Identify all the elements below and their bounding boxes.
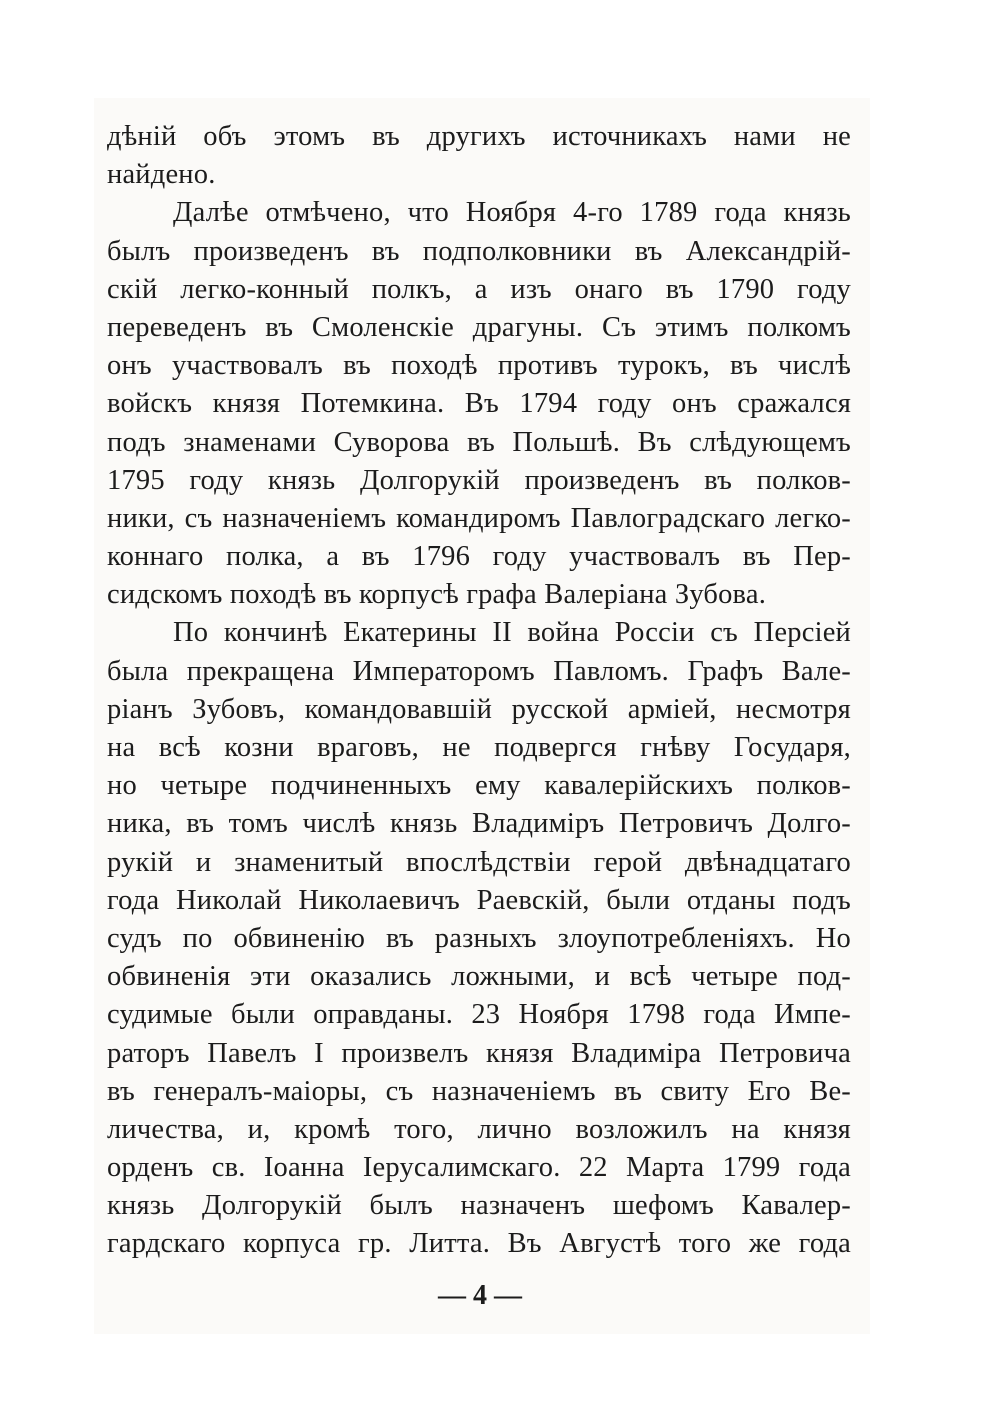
text-line: Далѣе отмѣчено, что Ноября 4-го 1789 года князь <box>173 197 851 229</box>
text-line: сидскомъ походѣ въ корпусѣ графа Валеріана Зубова. <box>107 579 767 611</box>
text-line: онъ участвовалъ въ походѣ противъ турокъ, въ числѣ <box>107 350 851 382</box>
text-line: войскъ князя Потемкина. Въ 1794 году онъ сражался <box>107 388 851 420</box>
text-line: судъ по обвиненію въ разныхъ злоупотребленіяхъ. Но <box>107 922 851 954</box>
text-line: 1795 году князь Долгорукій произведенъ въ полков- <box>107 464 851 496</box>
text-line: личества, и, кромѣ того, лично возложилъ на князя <box>107 1113 851 1145</box>
text-line: рукій и знаменитый впослѣдствіи герой двѣнадцатаго <box>107 846 851 878</box>
text-line: гардскаго корпуса гр. Литта. Въ Августѣ того же года <box>107 1228 851 1260</box>
text-line: скій легко-конный полкъ, а изъ онаго въ 1790 году <box>107 273 851 305</box>
text-line: ники, съ назначеніемъ командиромъ Павлоградскаго легко- <box>107 502 851 534</box>
text-line: найдено. <box>107 159 216 191</box>
text-line: въ генералъ-маіоры, съ назначеніемъ въ свиту Его Ве- <box>107 1075 851 1107</box>
text-line: ника, въ томъ числѣ князь Владиміръ Петровичъ Долго- <box>107 808 851 840</box>
body-text <box>107 118 851 1264</box>
text-line: но четыре подчиненныхъ ему кавалерійскихъ полков- <box>107 770 851 802</box>
text-line: года Николай Николаевичъ Раевскій, были отданы подъ <box>107 884 851 916</box>
text-line: раторъ Павелъ I произвелъ князя Владиміра Петровича <box>107 1037 851 1069</box>
text-line: ріанъ Зубовъ, командовавшій русской арміей, несмотря <box>107 693 851 725</box>
text-line: на всѣ козни враговъ, не подвергся гнѣву Государя, <box>107 732 851 763</box>
text-line: дѣній объ этомъ въ другихъ источникахъ нами не <box>107 121 851 152</box>
text-line: По кончинѣ Екатерины II война Россіи съ Персіей <box>173 617 851 649</box>
text-line: коннаго полка, а въ 1796 году участвовалъ въ Пер- <box>107 541 851 573</box>
text-line: былъ произведенъ въ подполковники въ Александрій- <box>107 235 851 267</box>
page-number: — 4 — <box>438 1280 522 1311</box>
text-line: была прекращена Императоромъ Павломъ. Графъ Вале- <box>107 655 851 687</box>
text-line: подъ знаменами Суворова въ Польшѣ. Въ слѣдующемъ <box>107 426 851 458</box>
text-line: орденъ св. Іоанна Іерусалимскаго. 22 Марта 1799 года <box>107 1152 851 1184</box>
text-line: обвиненія эти оказались ложными, и всѣ четыре под- <box>107 961 851 993</box>
text-line: князь Долгорукій былъ назначенъ шефомъ Кавалер- <box>107 1190 851 1222</box>
text-line: переведенъ въ Смоленскіе драгуны. Съ этимъ полкомъ <box>107 311 851 343</box>
text-line: судимые были оправданы. 23 Ноября 1798 года Импе- <box>107 999 851 1031</box>
